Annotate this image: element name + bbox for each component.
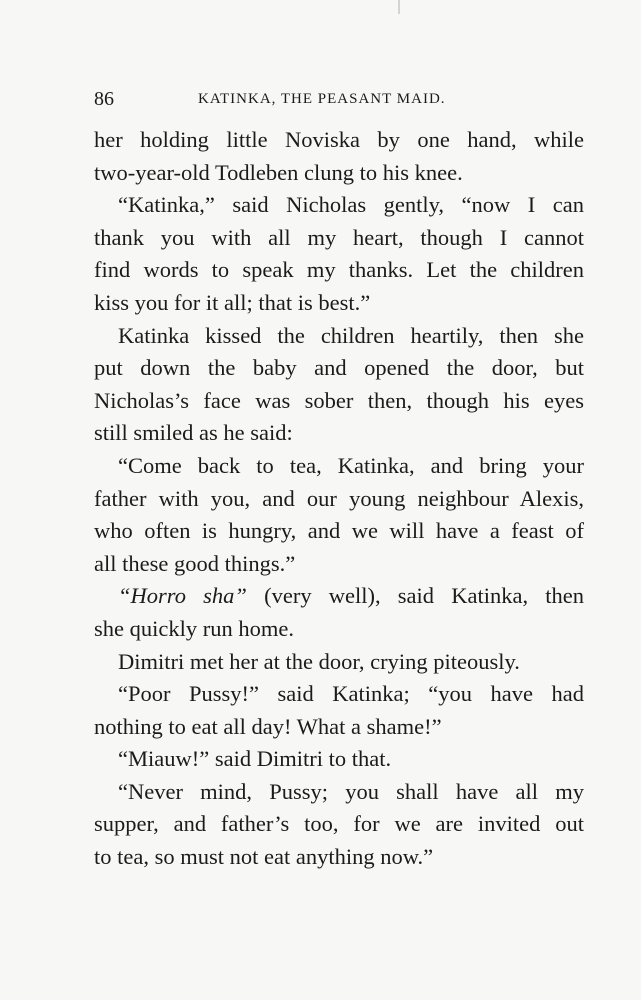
text-line: Katinka kissed the children heartily, then she	[118, 322, 584, 348]
text-fragment: (very well), said Katinka, then	[246, 583, 584, 609]
text-line: two-year-old Todleben clung to his knee.	[94, 159, 463, 185]
text-line: put down the baby and opened the door, but	[94, 355, 584, 381]
text-line: still smiled as he said:	[94, 420, 293, 446]
text-line: “Poor Pussy!” said Katinka; “you have had	[118, 681, 584, 707]
text-line: to tea, so must not eat anything now.”	[94, 844, 434, 870]
italic-phrase: “Horro sha”	[118, 583, 247, 609]
page-number: 86	[94, 88, 114, 110]
text-line: her holding little Noviska by one hand, while	[94, 127, 584, 152]
text-line: she quickly run home.	[94, 615, 294, 641]
text-line: find words to speak my thanks. Let the children	[94, 257, 584, 283]
text-line: “Katinka,” said Nicholas gently, “now I can	[118, 192, 584, 218]
page-header	[94, 88, 494, 112]
running-head: KATINKA, THE PEASANT MAID.	[198, 91, 446, 107]
text-line: who often is hungry, and we will have a feast of	[94, 518, 584, 544]
text-line	[94, 580, 584, 613]
text-line: “Come back to tea, Katinka, and bring your	[118, 452, 584, 478]
scan-speck	[398, 0, 400, 14]
text-line: Nicholas’s face was sober then, though his eyes	[94, 387, 584, 413]
text-line: father with you, and our young neighbour Alexis,	[94, 485, 584, 511]
text-line: thank you with all my heart, though I cannot	[94, 224, 584, 250]
text-line: nothing to eat all day! What a shame!”	[94, 713, 442, 739]
body-text	[94, 124, 584, 874]
text-line: supper, and father’s too, for we are invited out	[94, 811, 584, 837]
text-line: kiss you for it all; that is best.”	[94, 289, 371, 315]
text-line: all these good things.”	[94, 550, 296, 576]
text-line: “Never mind, Pussy; you shall have all my	[118, 778, 584, 804]
text-line: Dimitri met her at the door, crying piteously.	[118, 648, 520, 674]
text-line: “Miauw!” said Dimitri to that.	[118, 746, 392, 772]
